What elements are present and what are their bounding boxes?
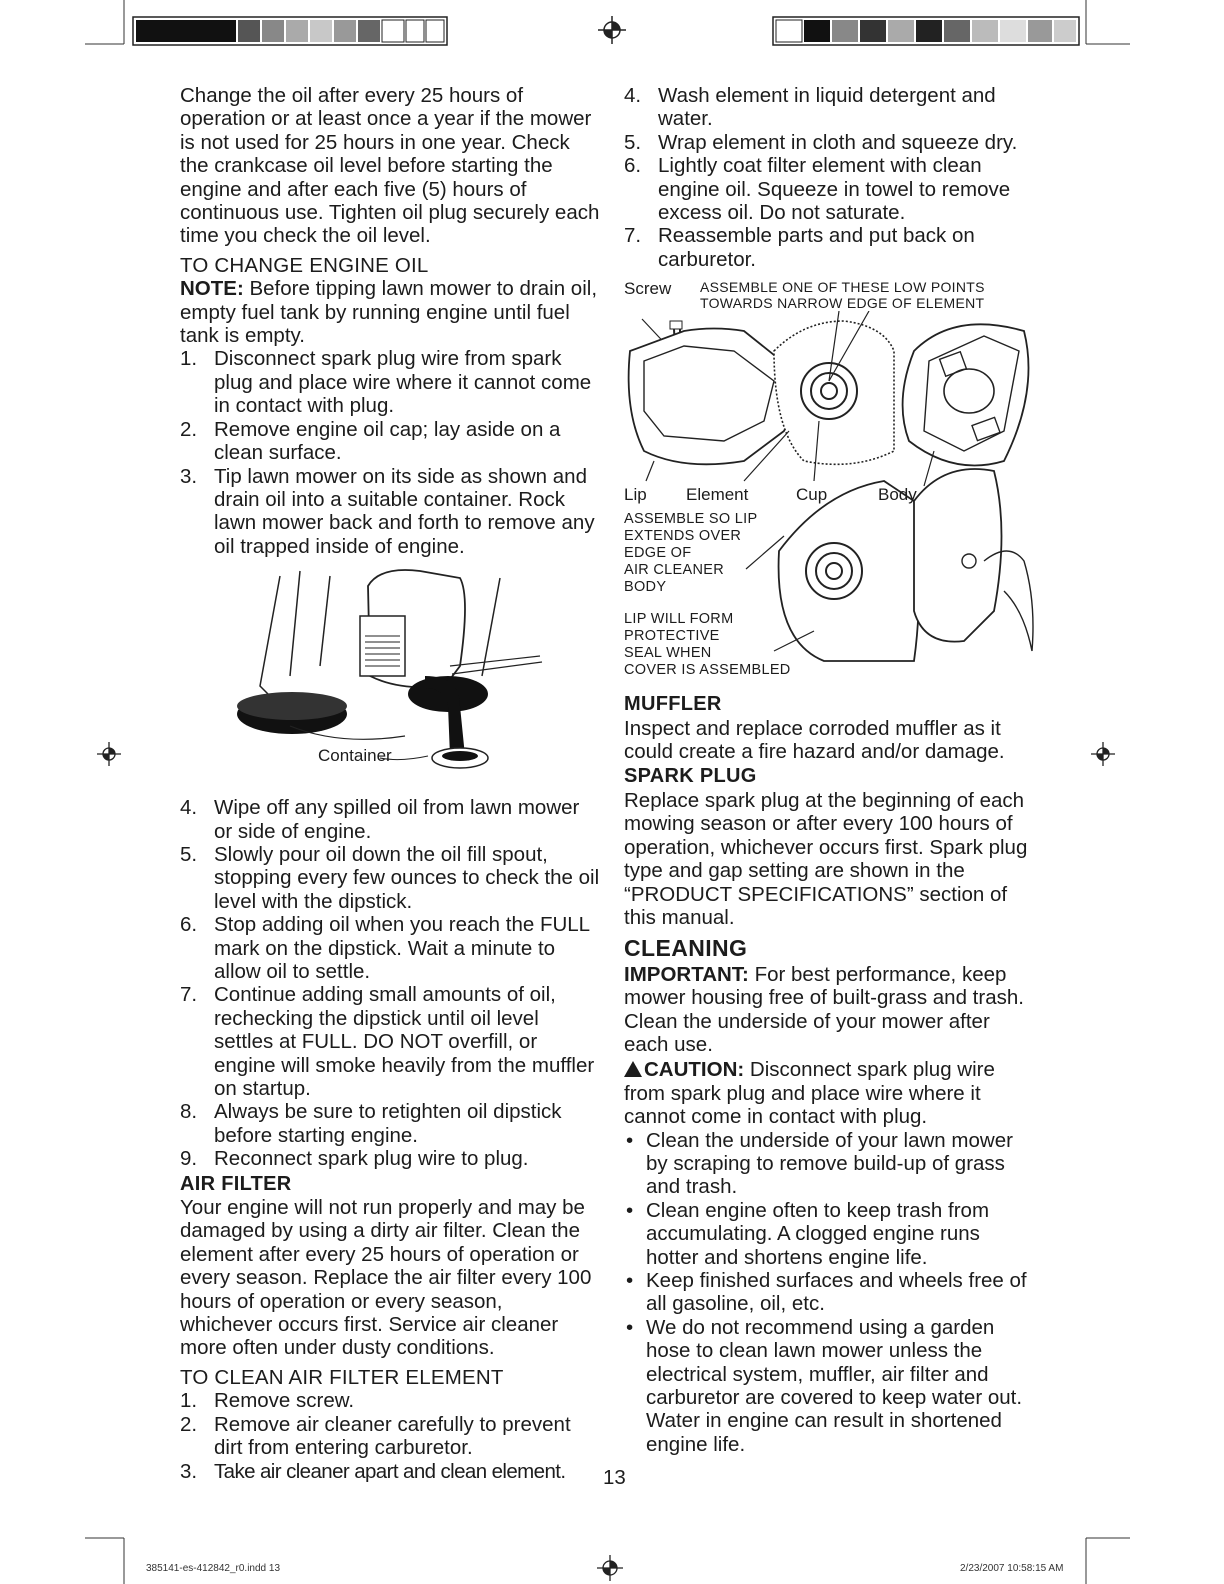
registration-mark-bottom-icon <box>596 1554 624 1582</box>
footer-filename: 385141-es-412842_r0.indd 13 <box>146 1563 280 1574</box>
right-column <box>624 84 1038 1456</box>
element-label: Element <box>686 485 749 505</box>
spark-plug-title: SPARK PLUG <box>624 765 757 788</box>
caution-paragraph <box>624 1058 1038 1128</box>
cleaning-bullets <box>624 1129 1038 1457</box>
list-item: 1. Disconnect spark plug wire from spark plug and place wire where it cannot come in contact with plug. <box>180 347 592 418</box>
list-item: 7. Reassemble parts and put back on carburetor. <box>624 224 975 271</box>
list-item: 5. Slowly pour oil down the oil fill spout, stopping every few ounces to check the oil level with the dipstick. <box>180 842 600 913</box>
important-paragraph <box>624 963 1038 1057</box>
list-item: 7. Continue adding small amounts of oil, rechecking the dipstick until oil level settles at FULL. DO NOT overfill, or engine will smoke heavily from the muffler on startup. <box>180 983 595 1100</box>
note-label: NOTE: <box>180 277 244 301</box>
important-label: IMPORTANT: <box>624 962 749 986</box>
oil-steps-b <box>180 796 600 1171</box>
air-filter-text: Your engine will not run properly and may be damaged by using a dirty air filter. Clean the element after every 25 hours of operation or every season. Replace the air filter every 100 hours of operation or every season, whichever occurs first. Service air cleaner more often under dusty conditions. <box>180 1196 592 1360</box>
cup-label: Cup <box>796 485 828 505</box>
page-number: 13 <box>603 1466 626 1489</box>
list-item: 2. Remove engine oil cap; lay aside on a clean surface. <box>180 417 561 465</box>
list-item: 5. Wrap element in cloth and squeeze dry. <box>624 130 1018 154</box>
spark-plug-text: Replace spark plug at the beginning of each mowing season or after every 100 hours of operation, whichever occurs first. Spark plug type and gap setting are shown in the “PRODUCT SPECIFICATIONS” section of this manual. <box>624 788 1028 929</box>
list-item: 8. Always be sure to retighten oil dipstick before starting engine. <box>180 1100 562 1147</box>
seal-note: LIP WILL FORM PROTECTIVE SEAL WHEN COVER IS ASSEMBLED <box>624 611 791 679</box>
muffler-title: MUFFLER <box>624 693 722 716</box>
list-item: 3. Take air cleaner apart and clean element. <box>180 1459 566 1483</box>
list-item: 9. Reconnect spark plug wire to plug. <box>180 1147 529 1171</box>
clean-air-filter-title: TO CLEAN AIR FILTER ELEMENT <box>180 1365 504 1389</box>
note-paragraph <box>180 277 600 347</box>
lip-label: Lip <box>624 485 647 505</box>
list-item: 1. Remove screw. <box>180 1389 355 1413</box>
muffler-text: Inspect and replace corroded muffler as it could create a fire hazard and/or damage. <box>624 716 1005 764</box>
list-item: 3. Tip lawn mower on its side as shown and drain oil into a suitable container. Rock lawn mower back and forth to remove any oil trapped inside of engine. <box>180 464 595 558</box>
list-item: • Keep finished surfaces and wheels free of all gasoline, oil, etc. <box>626 1269 1027 1316</box>
oil-intro: Change the oil after every 25 hours of operation or at least once a year if the mower is not used for 25 hours in one year. Check the crankcase oil level before starting the engine and after each five (5) hours of continuous use. Tighten oil plug securely each time you check the oil level. <box>180 84 600 248</box>
left-column <box>180 84 600 1483</box>
list-item: 4. Wipe off any spilled oil from lawn mower or side of engine. <box>180 796 580 843</box>
registration-mark-right-icon <box>1090 741 1116 767</box>
list-item: 6. Stop adding oil when you reach the FULL mark on the dipstick. Wait a minute to allow oil to settle. <box>180 913 590 983</box>
change-oil-title: TO CHANGE ENGINE OIL <box>180 253 429 277</box>
list-item: 6. Lightly coat filter element with clean engine oil. Squeeze in towel to remove excess oil. Do not saturate. <box>624 154 1011 225</box>
body-label: Body <box>878 485 917 505</box>
assemble-note: ASSEMBLE SO LIP EXTENDS OVER EDGE OF AIR CLEANER BODY <box>624 511 758 596</box>
list-item: 2. Remove air cleaner carefully to prevent dirt from entering carburetor. <box>180 1412 571 1460</box>
cleaning-title: CLEANING <box>624 935 748 962</box>
caution-text: Disconnect spark plug wire from spark plug and place wire where it cannot come in contact with plug. <box>624 1058 995 1129</box>
list-item: • Clean the underside of your lawn mower by scraping to remove build-up of grass and trash. <box>626 1128 1013 1199</box>
note-text: Before tipping lawn mower to drain oil, empty fuel tank by running engine until fuel tank is empty. <box>180 277 598 348</box>
air-filter-steps-cont <box>624 84 1038 271</box>
screw-label: Screw <box>624 279 672 299</box>
drain-oil-figure <box>180 566 600 796</box>
low-points-label-2: TOWARDS NARROW EDGE OF ELEMENT <box>700 295 985 312</box>
important-text: For best performance, keep mower housing free of built-grass and trash. Clean the underside of your mower after each use. <box>624 962 1024 1056</box>
air-filter-title: AIR FILTER <box>180 1172 292 1195</box>
registration-mark-left-icon <box>96 741 122 767</box>
air-filter-steps <box>180 1389 600 1483</box>
list-item: • We do not recommend using a garden hose to clean lawn mower unless the electrical system, muffler, air filter and carburetor are covered to keep water out. Water in engine can result in shortened engine life. <box>626 1315 1023 1456</box>
container-label: Container <box>318 746 392 766</box>
list-item: 4. Wash element in liquid detergent and water. <box>624 84 996 131</box>
caution-label: CAUTION: <box>644 1058 745 1082</box>
low-points-label-1: ASSEMBLE ONE OF THESE LOW POINTS <box>700 279 985 296</box>
caution-icon <box>624 1061 642 1077</box>
air-filter-figure <box>624 271 1038 691</box>
oil-steps-a <box>180 347 600 558</box>
list-item: • Clean engine often to keep trash from accumulating. A clogged engine runs hotter and shortens engine life. <box>626 1198 990 1269</box>
footer-datetime: 2/23/2007 10:58:15 AM <box>960 1563 1064 1574</box>
